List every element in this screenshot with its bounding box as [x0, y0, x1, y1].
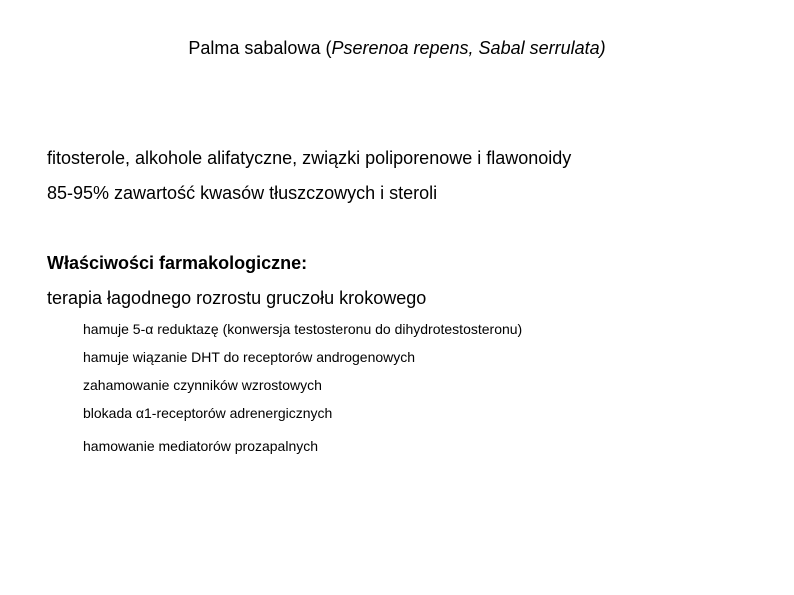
property-item-3: zahamowanie czynników wzrostowych [83, 377, 322, 393]
property-item-2: hamuje wiązanie DHT do receptorów androgenowych [83, 349, 416, 365]
composition-line-1: fitosterole, alkohole alifatyczne, związki poliporenowe i flawonoidy [47, 148, 572, 168]
property-item-4: blokada α1-receptorów adrenergicznych [83, 405, 333, 421]
therapy-line: terapia łagodnego rozrostu gruczołu krokowego [47, 288, 427, 308]
properties-heading: Właściwości farmakologiczne: [47, 253, 308, 273]
composition-line-2: 85-95% zawartość kwasów tłuszczowych i steroli [47, 183, 438, 203]
title-latin-names: Pserenoa repens, Sabal serrulata) [331, 38, 606, 58]
property-item-1: hamuje 5-α reduktazę (konwersja testosteronu do dihydrotestosteronu) [83, 321, 523, 337]
property-item-5: hamowanie mediatorów prozapalnych [83, 438, 319, 454]
slide-title [0, 36, 794, 60]
title-prefix: Palma sabalowa ( [188, 38, 332, 58]
